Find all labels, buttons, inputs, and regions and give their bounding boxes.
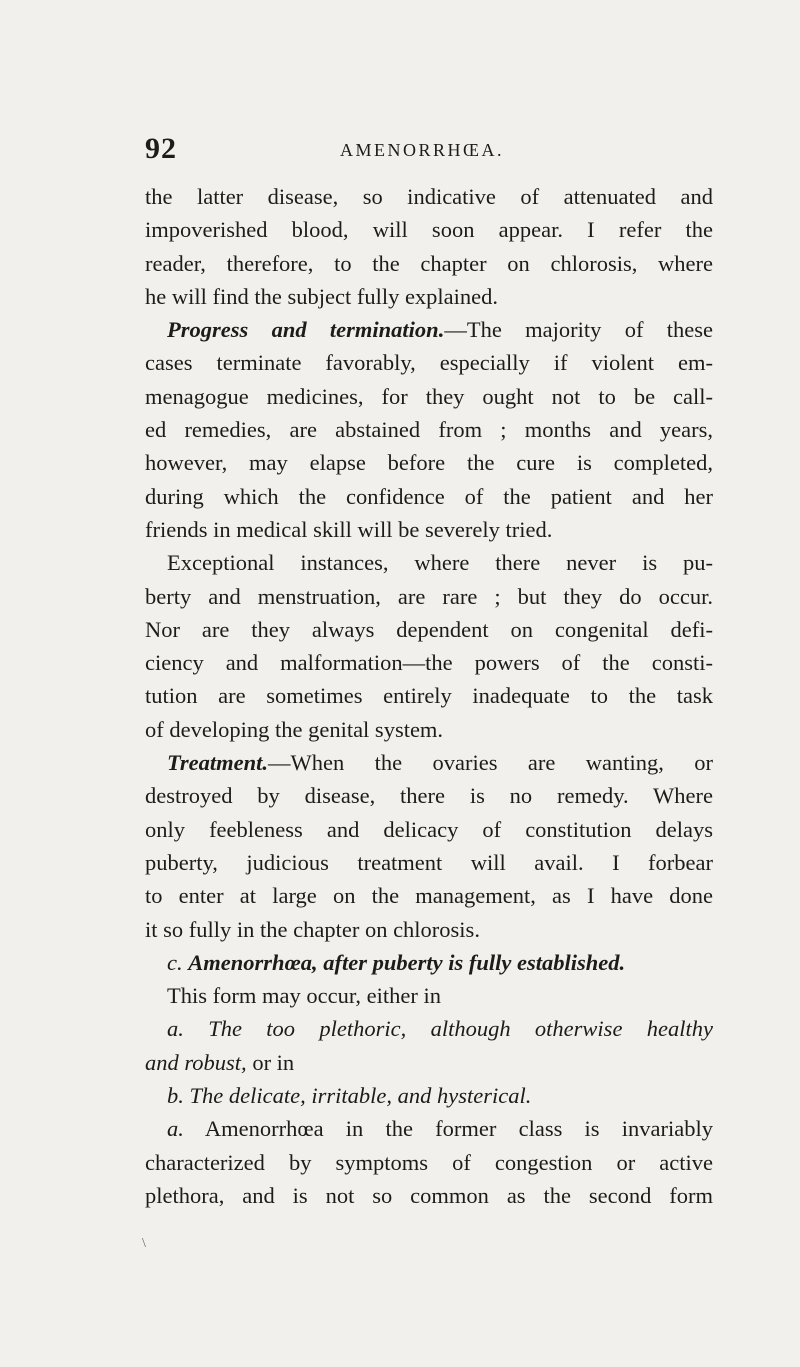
text-line: This form may occur, either in — [167, 983, 442, 1009]
item-text: The delicate, irritable, and hysterical. — [189, 1083, 532, 1109]
text-line: ed remedies, are abstained from ; months and years, — [145, 417, 713, 443]
text-line: it so fully in the chapter on chlorosis. — [145, 916, 480, 942]
item-label: a. — [167, 1116, 184, 1142]
page-header — [145, 132, 705, 172]
text-line: menagogue medicines, for they ought not to be call- — [145, 383, 713, 409]
text-span: —The majority of these — [444, 317, 713, 343]
text-line: however, may elapse before the cure is completed, — [145, 450, 713, 476]
text-line: of developing the genital system. — [145, 716, 444, 742]
section-treatment-line — [145, 746, 713, 779]
item-b-line — [145, 1079, 713, 1112]
subsection-label: c. — [167, 949, 183, 975]
section-heading-progress: Progress and termination. — [167, 317, 445, 343]
section-heading-treatment: Treatment. — [167, 750, 269, 776]
item-text: and robust, — [145, 1049, 247, 1075]
page-number: 92 — [145, 132, 177, 165]
item-a-continued — [145, 1046, 713, 1079]
item-a-line — [145, 1012, 713, 1045]
body-text — [145, 180, 713, 1212]
item-label: b. — [167, 1083, 184, 1109]
text-line: puberty, judicious treatment will avail. I forbear — [145, 849, 713, 875]
text-line: Nor are they always dependent on congenital defi- — [145, 616, 713, 642]
text-line: plethora, and is not so common as the second form — [145, 1182, 713, 1208]
stray-ink-mark: \ — [142, 1236, 146, 1251]
text-line: reader, therefore, to the chapter on chlorosis, where — [145, 250, 713, 276]
text-line: characterized by symptoms of congestion or active — [145, 1149, 713, 1175]
text-line: destroyed by disease, there is no remedy. Where — [145, 783, 713, 809]
text-span: or in — [246, 1049, 295, 1075]
text-line: Exceptional instances, where there never is pu- — [167, 550, 713, 576]
text-line: friends in medical skill will be severely tried. — [145, 516, 553, 542]
text-line: only feebleness and delicacy of constitution delays — [145, 816, 713, 842]
text-line: tution are sometimes entirely inadequate to the task — [145, 683, 713, 709]
text-span: —When the ovaries are wanting, or — [268, 750, 713, 776]
paragraph-a-line — [145, 1112, 713, 1145]
text-line: ciency and malformation—the powers of the consti- — [145, 650, 713, 676]
subsection-c-line — [145, 946, 713, 979]
text-line: impoverished blood, will soon appear. I refer the — [145, 217, 713, 243]
text-line: the latter disease, so indicative of attenuated and — [145, 184, 713, 209]
text-line: cases terminate favorably, especially if violent em- — [145, 350, 713, 376]
text-line: during which the confidence of the patient and her — [145, 483, 713, 509]
running-title: AMENORRHŒA. — [340, 140, 505, 160]
item-label: a. — [167, 1016, 184, 1042]
subsection-title: Amenorrhœa, after puberty is fully established. — [188, 949, 626, 975]
text-line: berty and menstruation, are rare ; but they do occur. — [145, 583, 713, 609]
text-span: Amenorrhœa in the former class is invariably — [183, 1116, 713, 1142]
item-text: The too plethoric, although otherwise healthy — [208, 1016, 713, 1042]
text-line: to enter at large on the management, as I have done — [145, 883, 713, 909]
section-progress-line — [145, 313, 713, 346]
text-line: he will find the subject fully explained. — [145, 283, 499, 309]
